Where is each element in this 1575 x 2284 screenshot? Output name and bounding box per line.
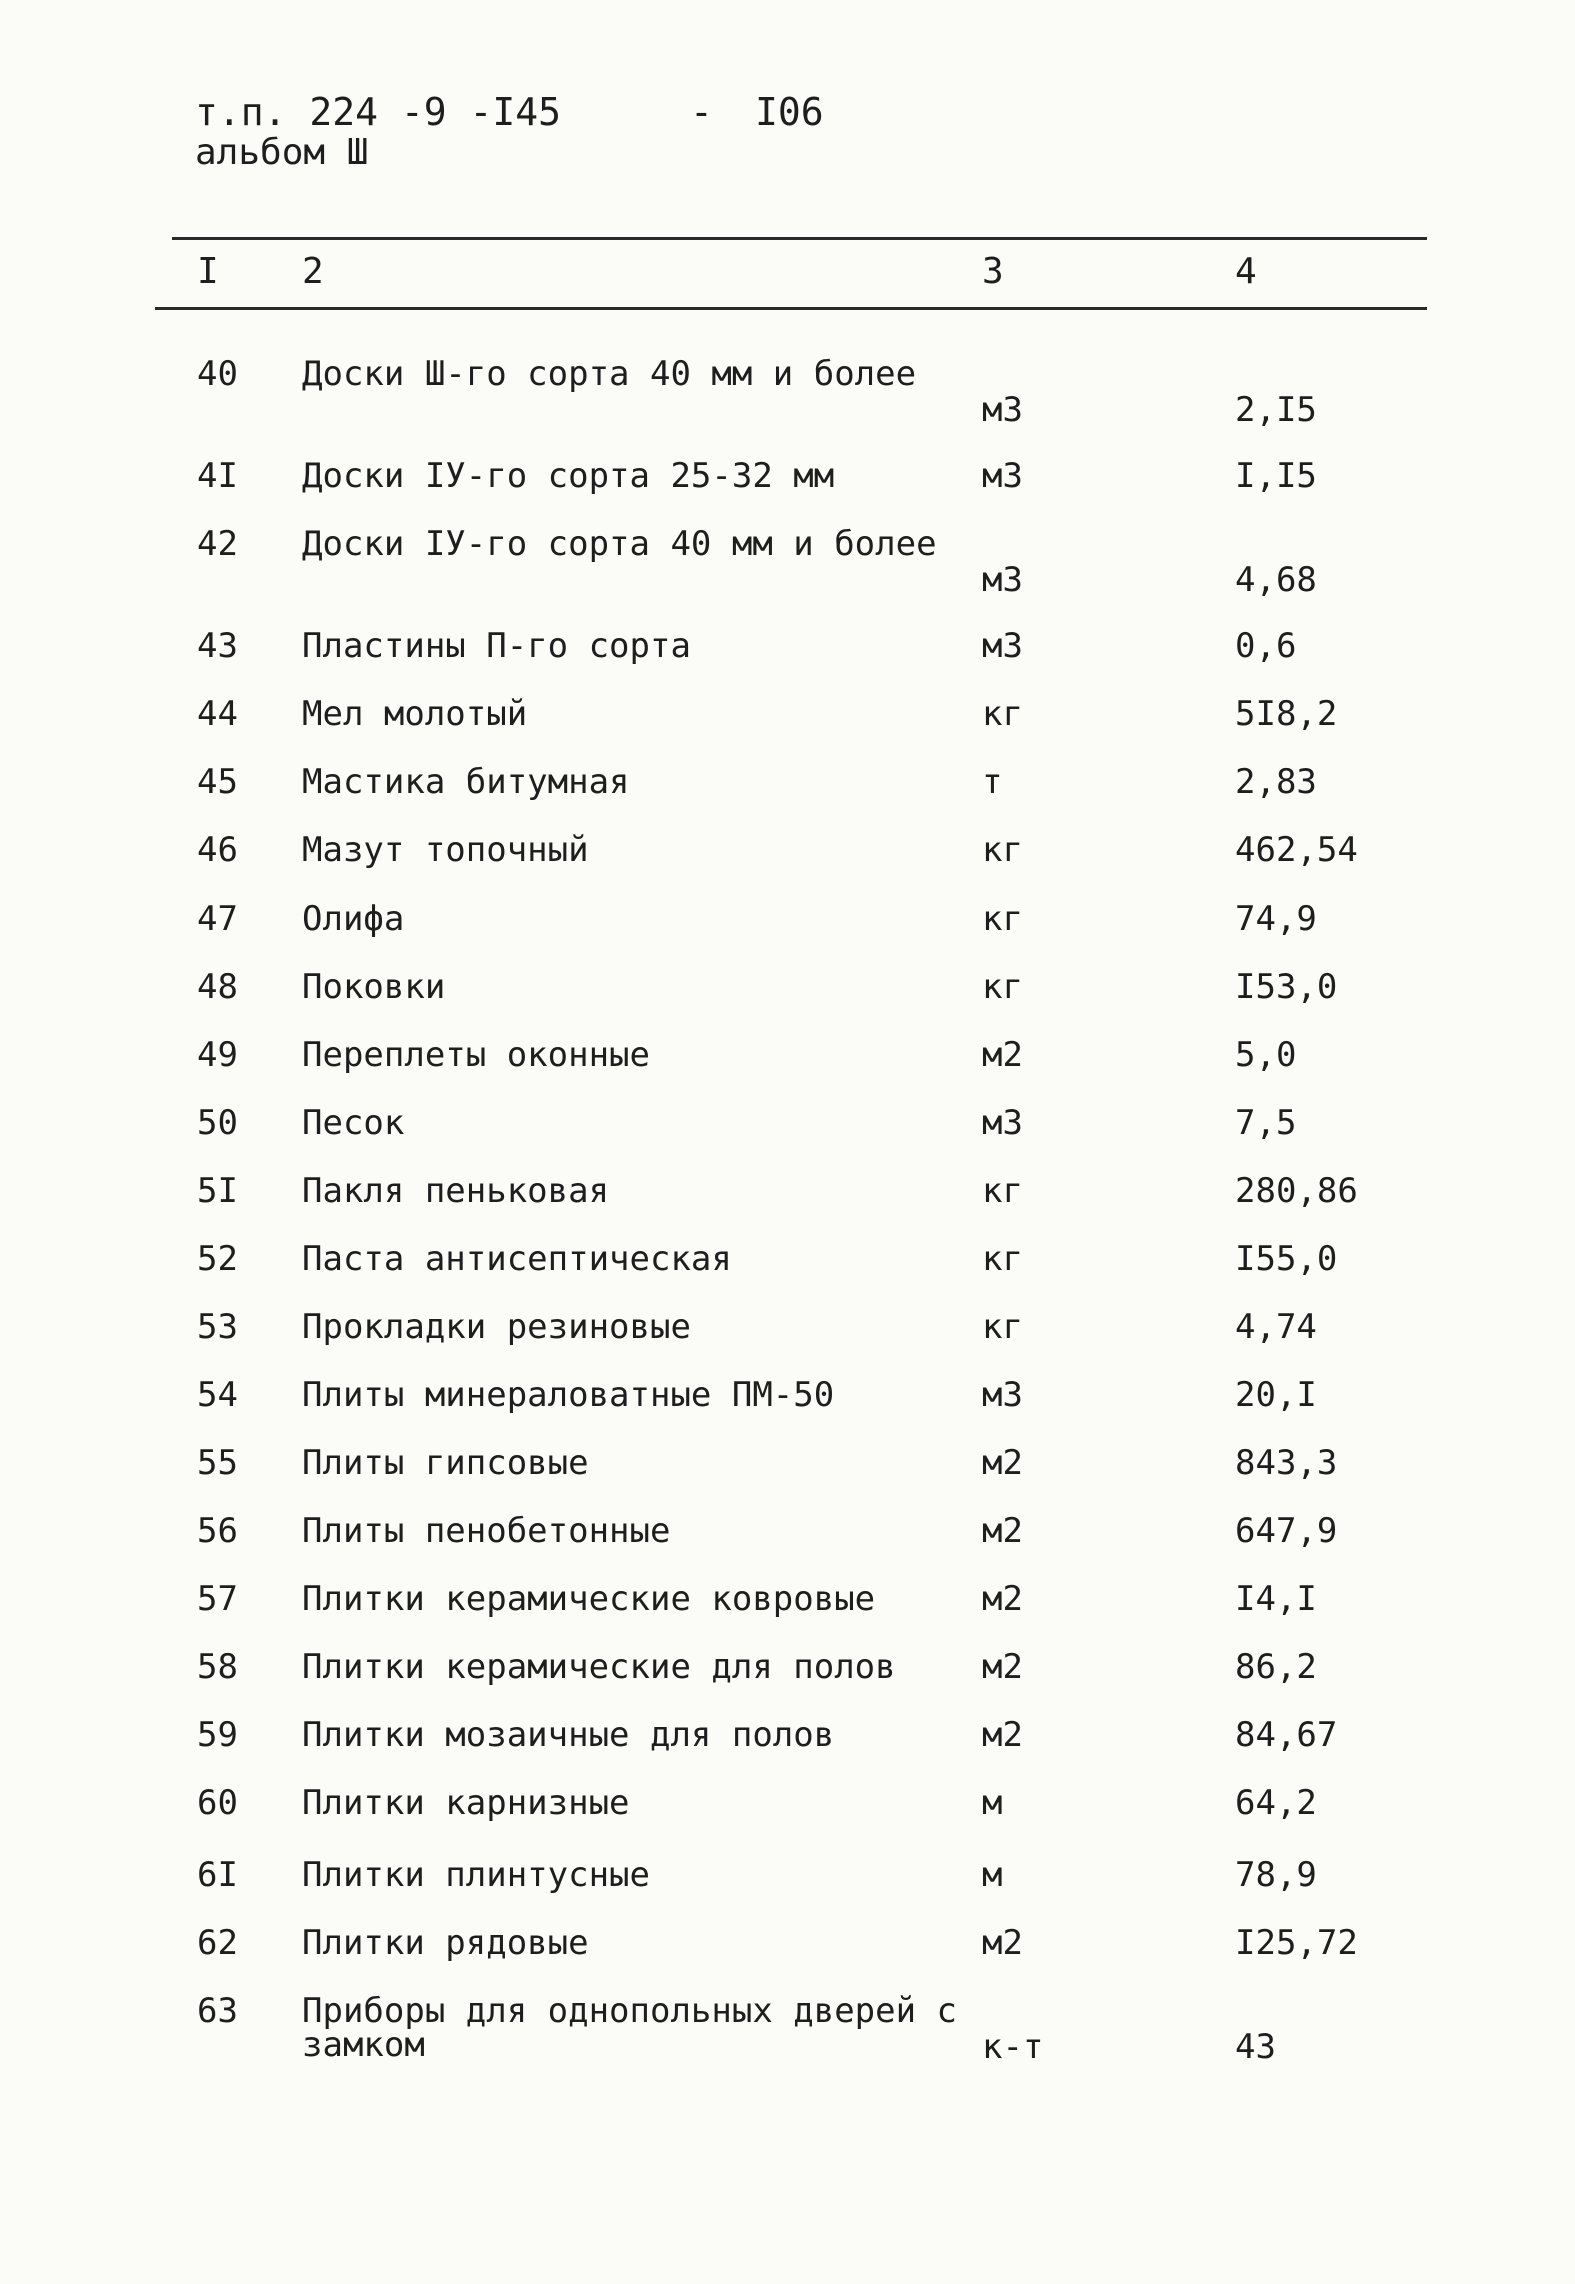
row-quantity: 84,67 [1235, 1715, 1338, 1755]
row-unit: кг [982, 1307, 1023, 1347]
row-material-name: Приборы для однопольных дверей с замком [302, 1991, 958, 2065]
row-material-name: Доски IУ-го сорта 40 мм и более [302, 524, 937, 564]
row-quantity: 2,I5 [1235, 390, 1317, 430]
row-unit: к-т [982, 2027, 1044, 2067]
row-unit: кг [982, 694, 1023, 734]
row-material-name: Мел молотый [302, 694, 528, 734]
row-material-name: Плиты гипсовые [302, 1443, 589, 1483]
row-unit: кг [982, 830, 1023, 870]
row-unit: м3 [982, 1375, 1023, 1415]
row-quantity: 43 [1235, 2027, 1276, 2067]
row-quantity: 4,68 [1235, 560, 1317, 600]
row-quantity: I55,0 [1235, 1239, 1338, 1279]
row-quantity: 647,9 [1235, 1511, 1338, 1551]
row-number: 63 [197, 1991, 238, 2031]
album-label: альбом Ш [195, 132, 369, 173]
row-number: 58 [197, 1647, 238, 1687]
row-material-name: Плиты пенобетонные [302, 1511, 671, 1551]
row-unit: м2 [982, 1443, 1023, 1483]
row-quantity: 64,2 [1235, 1783, 1317, 1823]
row-quantity: 5,0 [1235, 1035, 1297, 1075]
row-material-name: Паста антисептическая [302, 1239, 732, 1279]
row-number: 46 [197, 830, 238, 870]
row-unit: м2 [982, 1035, 1023, 1075]
row-number: 47 [197, 899, 238, 939]
row-number: 60 [197, 1783, 238, 1823]
row-material-name: Плитки керамические ковровые [302, 1579, 876, 1619]
row-material-name: Олифа [302, 899, 405, 939]
column-header-4: 4 [1235, 251, 1257, 292]
row-material-name: Плиты минераловатные ПМ-50 [302, 1375, 835, 1415]
doc-dash: - [690, 90, 713, 134]
row-number: 6I [197, 1855, 238, 1895]
row-quantity: 86,2 [1235, 1647, 1317, 1687]
row-unit: м3 [982, 560, 1023, 600]
row-material-name: Плитки плинтусные [302, 1855, 650, 1895]
row-unit: кг [982, 1171, 1023, 1211]
row-number: 56 [197, 1511, 238, 1551]
row-number: 48 [197, 967, 238, 1007]
row-number: 52 [197, 1239, 238, 1279]
row-number: 59 [197, 1715, 238, 1755]
row-material-name: Мастика битумная [302, 762, 630, 802]
page-number: I06 [755, 90, 824, 134]
row-quantity: I4,I [1235, 1579, 1317, 1619]
row-number: 40 [197, 354, 238, 394]
row-unit: кг [982, 899, 1023, 939]
row-unit: м [982, 1783, 1003, 1823]
row-quantity: 843,3 [1235, 1443, 1338, 1483]
row-quantity: I,I5 [1235, 456, 1317, 496]
row-quantity: 7,5 [1235, 1103, 1297, 1143]
row-material-name: Поковки [302, 967, 446, 1007]
row-quantity: I53,0 [1235, 967, 1338, 1007]
row-unit: м2 [982, 1715, 1023, 1755]
row-quantity: 462,54 [1235, 830, 1358, 870]
row-unit: кг [982, 1239, 1023, 1279]
row-quantity: 2,83 [1235, 762, 1317, 802]
row-number: 42 [197, 524, 238, 564]
row-unit: м2 [982, 1647, 1023, 1687]
row-unit: м [982, 1855, 1003, 1895]
row-number: 53 [197, 1307, 238, 1347]
row-unit: м3 [982, 1103, 1023, 1143]
row-unit: м2 [982, 1511, 1023, 1551]
row-unit: м2 [982, 1579, 1023, 1619]
row-number: 5I [197, 1171, 238, 1211]
row-material-name: Пакля пеньковая [302, 1171, 610, 1211]
table-top-rule [172, 237, 1427, 240]
row-unit: т [982, 762, 1003, 802]
row-unit: м3 [982, 390, 1023, 430]
row-material-name: Переплеты оконные [302, 1035, 650, 1075]
row-quantity: 0,6 [1235, 626, 1297, 666]
row-material-name: Пластины П-го сорта [302, 626, 691, 666]
row-number: 57 [197, 1579, 238, 1619]
row-material-name: Доски Ш-го сорта 40 мм и более [302, 354, 917, 394]
row-unit: м3 [982, 626, 1023, 666]
column-header-3: 3 [982, 251, 1004, 292]
row-material-name: Плитки рядовые [302, 1923, 589, 1963]
table-header-rule [155, 307, 1427, 310]
column-header-2: 2 [302, 251, 324, 292]
row-number: 4I [197, 456, 238, 496]
doc-code: т.п. 224 -9 -I45 [195, 90, 562, 134]
row-quantity: 74,9 [1235, 899, 1317, 939]
row-material-name: Песок [302, 1103, 405, 1143]
row-material-name: Плитки карнизные [302, 1783, 630, 1823]
row-unit: кг [982, 967, 1023, 1007]
row-number: 62 [197, 1923, 238, 1963]
row-quantity: 4,74 [1235, 1307, 1317, 1347]
row-number: 45 [197, 762, 238, 802]
row-material-name: Мазут топочный [302, 830, 589, 870]
row-number: 44 [197, 694, 238, 734]
row-quantity: 280,86 [1235, 1171, 1358, 1211]
row-number: 50 [197, 1103, 238, 1143]
row-quantity: I25,72 [1235, 1923, 1358, 1963]
column-header-1: I [197, 251, 219, 292]
row-quantity: 20,I [1235, 1375, 1317, 1415]
row-number: 54 [197, 1375, 238, 1415]
row-quantity: 5I8,2 [1235, 694, 1338, 734]
row-quantity: 78,9 [1235, 1855, 1317, 1895]
row-material-name: Плитки керамические для полов [302, 1647, 896, 1687]
row-number: 55 [197, 1443, 238, 1483]
row-number: 43 [197, 626, 238, 666]
row-material-name: Доски IУ-го сорта 25-32 мм [302, 456, 835, 496]
row-material-name: Прокладки резиновые [302, 1307, 691, 1347]
row-number: 49 [197, 1035, 238, 1075]
row-material-name: Плитки мозаичные для полов [302, 1715, 835, 1755]
row-unit: м2 [982, 1923, 1023, 1963]
row-unit: м3 [982, 456, 1023, 496]
